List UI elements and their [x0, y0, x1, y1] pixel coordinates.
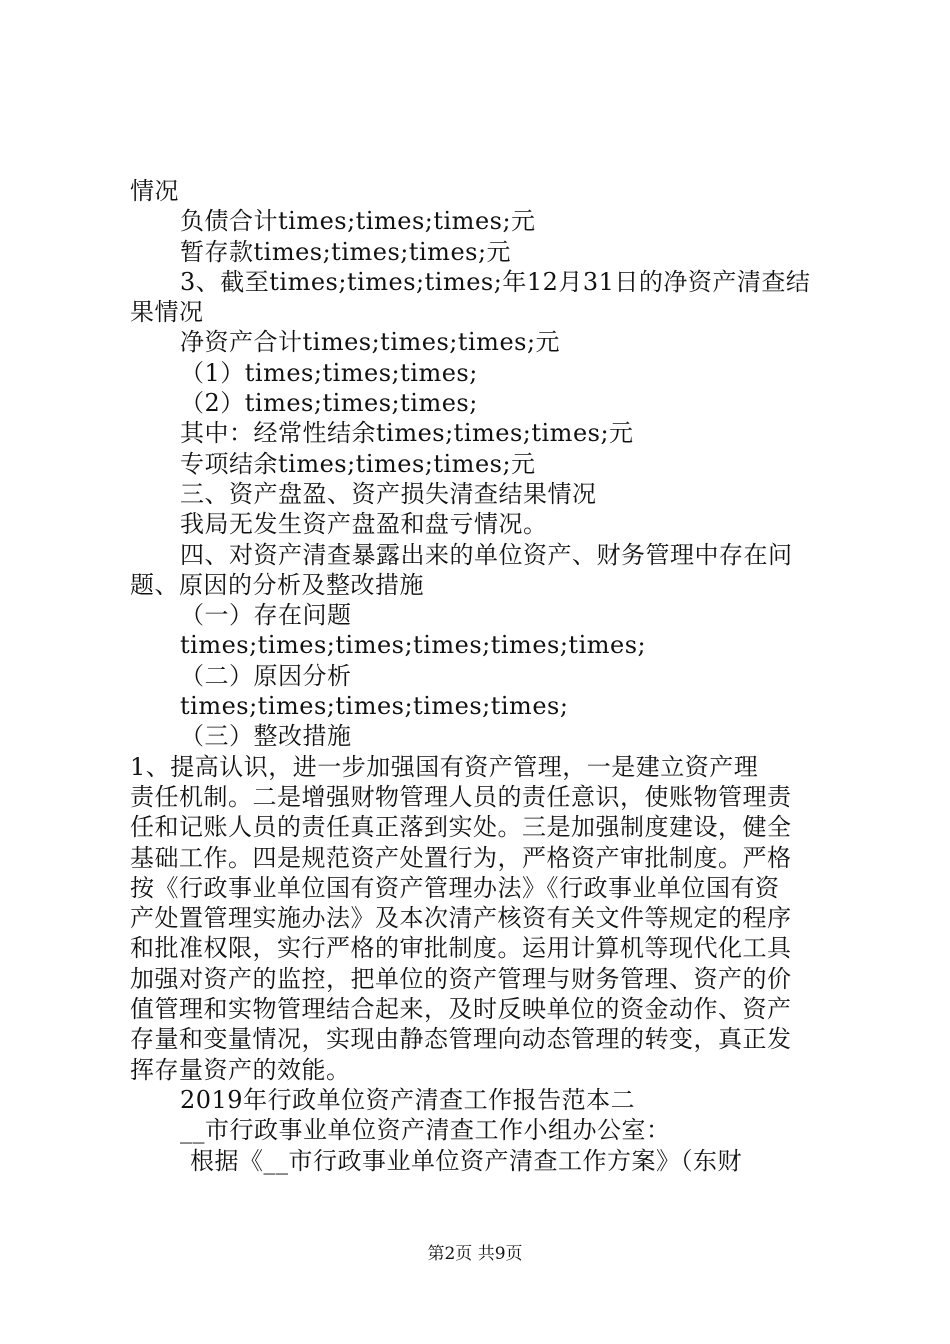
- text-line: 净资产合计times;times;times;元: [180, 328, 561, 357]
- text-line: 产处置管理实施办法》及本次清产核资有关文件等规定的程序: [130, 904, 792, 933]
- text-line: 加强对资产的监控，把单位的资产管理与财务管理、资产的价: [130, 964, 792, 993]
- section-heading: 四、对资产清查暴露出来的单位资产、财务管理中存在问: [180, 540, 793, 569]
- text-line: 1、提高认识，进一步加强国有资产管理，一是建立资产理: [130, 752, 759, 781]
- text-line: 题、原因的分析及整改措施: [130, 570, 424, 599]
- text-line: 存量和变量情况，实现由静态管理向动态管理的转变，真正发: [130, 1025, 792, 1054]
- text-line: 按《行政事业单位国有资产管理办法》《行政事业单位国有资: [130, 873, 780, 902]
- section-heading: 三、资产盘盈、资产损失清查结果情况: [180, 479, 597, 508]
- document-body: [130, 176, 830, 1176]
- text-line: 挥存量资产的效能。: [130, 1055, 351, 1084]
- text-line: 和批准权限，实行严格的审批制度。运用计算机等现代化工具: [130, 934, 792, 963]
- text-line: （1）times;times;times;: [180, 358, 478, 387]
- text-line: __市行政事业单位资产清查工作小组办公室：: [180, 1116, 671, 1145]
- page-number: 第2页 共9页: [427, 1244, 523, 1264]
- text-line: times;times;times;times;times;: [180, 692, 569, 721]
- subsection-heading: （一）存在问题: [180, 601, 352, 630]
- text-line: 责任机制。二是增强财物管理人员的责任意识，使账物管理责: [130, 782, 792, 811]
- text-line: 基础工作。四是规范资产处置行为，严格资产审批制度。严格: [130, 843, 792, 872]
- text-line: 情况: [130, 177, 179, 205]
- text-line: （2）times;times;times;: [180, 389, 478, 418]
- text-line: 其中：经常性结余times;times;times;元: [180, 419, 634, 448]
- text-line: 3、截至times;times;times;年12月31日的净资产清查结: [180, 267, 811, 296]
- document-title: 2019年行政单位资产清查工作报告范本二: [180, 1085, 636, 1114]
- text-line: 我局无发生资产盘盈和盘亏情况。: [180, 510, 548, 539]
- text-line: 值管理和实物管理结合起来，及时反映单位的资金动作、资产: [130, 995, 792, 1024]
- text-line: 负债合计times;times;times;元: [180, 207, 536, 236]
- text-line: 根据《__市行政事业单位资产清查工作方案》（东财: [190, 1146, 742, 1175]
- subsection-heading: （二）原因分析: [180, 661, 352, 690]
- text-line: 暂存款times;times;times;元: [180, 237, 512, 266]
- text-line: 任和记账人员的责任真正落到实处。三是加强制度建设，健全: [130, 813, 792, 842]
- text-line: 果情况: [130, 298, 204, 327]
- text-line: times;times;times;times;times;times;: [180, 631, 647, 660]
- text-line: 专项结余times;times;times;元: [180, 449, 536, 478]
- subsection-heading: （三）整改措施: [180, 722, 352, 751]
